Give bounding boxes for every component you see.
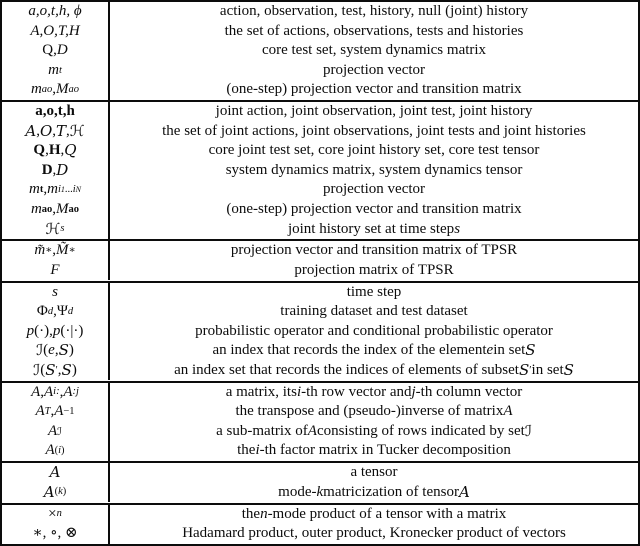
symbol-cell: A ℐ	[2, 422, 110, 442]
description-cell	[110, 22, 638, 42]
symbol-cell: ℋ s	[2, 220, 110, 240]
text-segment: projection matrix of TPSR	[294, 261, 454, 278]
description-cell	[110, 180, 638, 200]
text-segment: projection vector	[322, 181, 426, 198]
table-group-2	[2, 100, 638, 239]
text-segment: A	[45, 442, 55, 459]
symbol-cell	[2, 102, 110, 122]
symbol-cell: m t , m i 1 ... i N	[2, 180, 110, 200]
text-segment: O	[39, 121, 53, 140]
symbol-cell: × n	[2, 505, 110, 525]
text-segment: the set of joint actions, joint observations, joint tests and joint histories	[162, 122, 586, 139]
text-segment: e	[486, 342, 494, 359]
text-segment: a tensor	[350, 464, 398, 481]
text-segment: the	[241, 505, 261, 522]
text-segment: m	[48, 61, 59, 78]
text-segment: projection vector	[322, 61, 426, 78]
text-segment: in set	[493, 342, 526, 359]
text-segment: A,O,T,H	[30, 22, 80, 39]
text-segment: (·|·)	[60, 322, 84, 339]
text-segment: ,	[66, 122, 70, 139]
text-segment: e	[48, 342, 55, 359]
text-segment: A	[47, 422, 58, 439]
table-row	[2, 102, 638, 122]
text-segment: j	[411, 383, 416, 400]
table-row	[2, 2, 638, 22]
text-segment: ,	[52, 201, 57, 217]
symbol-cell	[2, 341, 110, 361]
symbol-cell: Φ d , Ψ d	[2, 302, 110, 322]
table-row	[2, 441, 638, 461]
table-row	[2, 422, 638, 442]
text-segment: p	[26, 322, 35, 339]
text-segment: A	[503, 403, 513, 420]
text-segment: projection vector and transition matrix of TPSR	[230, 242, 518, 259]
description-cell	[110, 200, 638, 220]
symbol-cell	[2, 261, 110, 281]
symbol-cell	[2, 524, 110, 544]
text-segment: consisting of rows indicated by set	[316, 422, 525, 439]
text-segment: a,o,t,h	[35, 103, 75, 120]
text-segment: S	[61, 360, 72, 379]
description-cell	[110, 41, 638, 61]
text-segment: the set of actions, observations, tests and histories	[224, 22, 524, 39]
text-segment: ,	[43, 181, 48, 198]
text-segment: Q,	[42, 42, 57, 59]
text-segment: S	[518, 360, 530, 379]
description-cell	[110, 61, 638, 81]
symbol-cell	[2, 141, 110, 161]
text-segment: ∗, ∘, ⊗	[32, 525, 78, 542]
text-segment: D	[41, 161, 53, 178]
description-cell	[110, 302, 638, 322]
text-segment: (one-step) projection vector and transition matrix	[226, 81, 522, 98]
text-segment: ,	[52, 81, 57, 98]
symbol-cell: m ao , M ao	[2, 80, 110, 100]
table-group-4	[2, 281, 638, 381]
text-segment: A	[54, 403, 64, 420]
description-cell	[110, 402, 638, 422]
text-segment: S	[525, 341, 536, 360]
text-segment: the	[237, 442, 256, 459]
text-segment: S	[563, 360, 574, 379]
table-group-5	[2, 381, 638, 461]
description-cell	[110, 261, 638, 281]
text-segment: -th factor matrix in Tucker decomposition	[259, 442, 511, 459]
text-segment: A	[43, 482, 55, 501]
text-segment: ℐ	[33, 360, 41, 379]
table-row	[2, 141, 638, 161]
description-cell	[110, 441, 638, 461]
symbol-cell	[2, 322, 110, 342]
text-segment: D	[56, 42, 68, 59]
text-segment: -th column vector	[415, 383, 523, 400]
text-segment: Hadamard product, outer product, Kronecker product of vectors	[182, 525, 566, 542]
text-segment: ,	[45, 142, 49, 159]
table-row	[2, 200, 638, 220]
text-segment: D	[56, 160, 69, 179]
text-segment: ,	[36, 122, 40, 139]
text-segment: a matrix, its	[225, 383, 297, 400]
text-segment: A	[35, 403, 45, 420]
table-row	[2, 220, 638, 240]
symbol-cell: m ao , M ao	[2, 200, 110, 220]
text-segment: ,	[59, 383, 64, 400]
text-segment: (one-step) projection vector and transition matrix	[226, 201, 522, 217]
text-segment: Φ	[36, 303, 48, 320]
text-segment: core joint test set, core joint history set, core test tensor	[208, 142, 540, 159]
description-cell	[110, 283, 638, 303]
text-segment: A	[307, 422, 317, 439]
table-row	[2, 402, 638, 422]
description-cell	[110, 422, 638, 442]
text-segment: )	[71, 361, 77, 378]
text-segment: ,	[50, 403, 55, 420]
description-cell	[110, 220, 638, 240]
text-segment: core test set, system dynamics matrix	[261, 42, 487, 59]
table-row	[2, 180, 638, 200]
text-segment: ℐ	[524, 421, 532, 440]
text-segment: (	[40, 361, 46, 378]
text-segment: ,	[57, 361, 62, 378]
text-segment: ℐ	[36, 341, 44, 360]
symbol-cell: m t	[2, 61, 110, 81]
text-segment: ,	[53, 303, 57, 320]
table-group-7	[2, 503, 638, 544]
table-row	[2, 161, 638, 181]
text-segment: k	[316, 483, 324, 500]
table-row	[2, 524, 638, 544]
text-segment: joint history set at time step	[287, 220, 455, 237]
text-segment: -mode product of a tensor with a matrix	[267, 505, 507, 522]
text-segment: A	[49, 463, 61, 482]
text-segment: ,	[52, 161, 57, 178]
symbol-cell: m̃ ∗ , M̃ ∗	[2, 241, 110, 261]
text-segment: p	[52, 322, 61, 339]
text-segment: Q	[64, 141, 77, 160]
text-segment: i	[255, 442, 260, 459]
text-segment: an index that records the index of the element	[212, 342, 487, 359]
text-segment: mode-	[278, 483, 317, 500]
text-segment: system dynamics matrix, system dynamics tensor	[225, 161, 523, 178]
text-segment: A	[25, 121, 37, 140]
text-segment: M	[56, 201, 69, 217]
text-segment: M̃	[56, 242, 69, 259]
symbol-cell	[2, 22, 110, 42]
symbol-cell: A T , A −1	[2, 402, 110, 422]
table-row	[2, 41, 638, 61]
text-segment: action, observation, test, history, null (joint) history	[219, 3, 529, 20]
text-segment: an index set that records the indices of elements of subset	[174, 361, 519, 378]
text-segment: joint action, joint observation, joint test, joint history	[215, 103, 533, 120]
description-cell	[110, 80, 638, 100]
text-segment: S	[45, 360, 56, 379]
table-row	[2, 341, 638, 361]
text-segment: training dataset and test dataset	[280, 303, 468, 320]
text-segment: A	[458, 482, 470, 501]
text-segment: s	[52, 283, 58, 300]
text-segment: probabilistic operator and conditional probabilistic operator	[195, 322, 553, 339]
text-segment: m	[30, 81, 42, 98]
text-segment: ,	[52, 122, 57, 139]
text-segment: ,	[40, 383, 44, 400]
text-segment: ,	[52, 242, 57, 259]
text-segment: A	[31, 383, 41, 400]
text-segment: m	[30, 201, 42, 217]
text-segment: a,o,t,h, ϕ	[28, 3, 82, 20]
description-cell	[110, 161, 638, 181]
text-segment: m̃	[34, 242, 46, 259]
text-segment: time step	[346, 283, 402, 300]
text-segment: s	[454, 220, 461, 237]
table-row	[2, 241, 638, 261]
symbol-cell	[2, 283, 110, 303]
text-segment: H	[48, 142, 61, 159]
table-group-6	[2, 461, 638, 502]
description-cell	[110, 383, 638, 403]
description-cell	[110, 241, 638, 261]
text-segment: T	[56, 121, 67, 140]
table-row	[2, 361, 638, 381]
text-segment: Q	[33, 142, 46, 159]
table-row	[2, 261, 638, 281]
text-segment: F	[50, 261, 60, 278]
text-segment: a sub-matrix of	[216, 422, 308, 439]
symbol-cell	[2, 463, 110, 483]
symbol-cell: A ( i )	[2, 441, 110, 461]
text-segment: A	[63, 383, 73, 400]
description-cell	[110, 483, 638, 503]
description-cell	[110, 2, 638, 22]
table-row	[2, 80, 638, 100]
table-row	[2, 61, 638, 81]
symbol-cell	[2, 161, 110, 181]
text-segment: in set	[531, 361, 564, 378]
table-row	[2, 483, 638, 503]
text-segment: matricization of tensor	[323, 483, 459, 500]
table-row	[2, 302, 638, 322]
text-segment: m	[47, 181, 58, 198]
description-cell	[110, 122, 638, 142]
description-cell	[110, 505, 638, 525]
table-row	[2, 122, 638, 142]
text-segment: ℋ	[45, 219, 61, 238]
text-segment: Ψ	[56, 303, 68, 320]
text-segment: ,	[60, 142, 65, 159]
text-segment: n	[260, 505, 268, 522]
text-segment: ℋ	[69, 121, 85, 140]
description-cell	[110, 102, 638, 122]
table-group-3	[2, 239, 638, 280]
text-segment: )	[68, 342, 74, 359]
text-segment: (·),	[34, 322, 53, 339]
symbol-cell	[2, 122, 110, 142]
symbol-cell	[2, 2, 110, 22]
text-segment: -th row vector and	[301, 383, 412, 400]
description-cell	[110, 141, 638, 161]
description-cell	[110, 463, 638, 483]
description-cell	[110, 341, 638, 361]
table-row	[2, 463, 638, 483]
description-cell	[110, 524, 638, 544]
table-row	[2, 505, 638, 525]
text-segment: i	[296, 383, 302, 400]
text-segment: the transpose and (pseudo-)inverse of matrix	[235, 403, 504, 420]
symbol-cell	[2, 41, 110, 61]
symbol-cell: A , A i: , A :j	[2, 383, 110, 403]
table-row	[2, 283, 638, 303]
text-segment: m	[29, 181, 40, 198]
text-segment: ×	[48, 505, 57, 522]
text-segment: ,	[54, 342, 59, 359]
description-cell: an index set that records the indices of elements of subset S ′ in set S	[174, 360, 574, 379]
table-row	[2, 322, 638, 342]
table-group-1	[2, 2, 638, 100]
text-segment: A	[43, 383, 54, 400]
symbol-cell: ℐ ( S ′ , S )	[2, 361, 110, 381]
symbol-cell: A ( k )	[2, 483, 110, 503]
text-segment: (	[43, 342, 49, 359]
table-row	[2, 22, 638, 42]
text-segment: S	[58, 341, 69, 360]
table-row	[2, 383, 638, 403]
text-segment: M	[56, 81, 69, 98]
description-cell	[110, 322, 638, 342]
